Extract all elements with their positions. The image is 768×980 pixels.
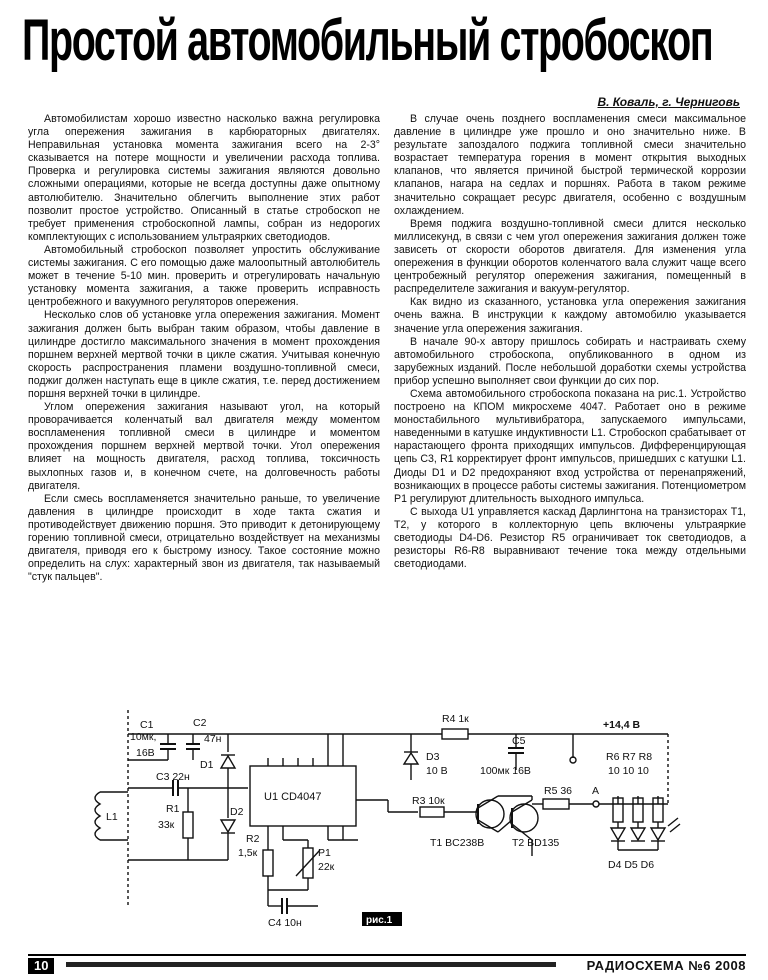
c2-value: 47н <box>204 733 222 745</box>
p1-name: P1 <box>318 847 331 859</box>
paragraph: Как видно из сказанного, установка угла опережения зажигания очень важна. В инструкции к каждому автомобилю указывается значение угла опережения зажигания. <box>394 296 746 335</box>
u1-label: U1 CD4047 <box>264 791 322 803</box>
d3-label: D3 <box>426 751 440 763</box>
fig-label: рис.1 <box>366 915 393 926</box>
page-footer <box>28 954 746 974</box>
t2-transistor <box>510 804 538 832</box>
r6-r8-names: R6 R7 R8 <box>606 751 653 763</box>
c5-name: C5 <box>512 735 526 747</box>
p1-value: 22к <box>318 861 335 873</box>
c4-label: C4 10н <box>268 917 302 929</box>
right-column <box>394 113 746 571</box>
node-a-label: A <box>592 785 600 797</box>
paragraph: Несколько слов об установке угла опережения зажигания. Момент зажигания должен быть выбран таким образом, чтобы давление в цилиндре достигло максимального значения в момент прохождения поршнем верхней мертвой точки в цикле сжатия. Учитывая конечную скорость распространения пламени воздушно-топливной смеси, поджиг должен наступать еще в цикле сжатия, т.е. перед достижением поршня верхней точки в цилиндре. <box>28 309 380 400</box>
d6-led <box>651 828 665 840</box>
c3-label: C3 22н <box>156 771 190 783</box>
c5-value: 100мк 16В <box>480 765 531 777</box>
r2-name: R2 <box>246 833 260 845</box>
supply-label: +14,4 В <box>603 719 641 731</box>
r6-r8-values: 10 10 10 <box>608 765 649 777</box>
l1-label: L1 <box>106 811 118 823</box>
paragraph: Автомобилистам хорошо известно насколько важна регулировка угла опережения зажигания в карбюраторных двигателях. Неправильная установка момента зажигания всего на 2-3° сказывается на потере мощности и увеличении расхода топлива. Проверка и регулировка системы зажигания являются довольно сложными операциями, которые не всегда доступны даже опытному автолюбителю. Значительно облегчить выполнение этих работ позволит простое устройство. Описанный в статье стробоскоп не требует применения стробоскопной лампы, собран из недорогих комплектующих с использованием ультраярких светодиодов. <box>28 113 380 243</box>
c2-name: C2 <box>193 717 207 729</box>
d2-label: D2 <box>230 806 244 818</box>
t1-transistor <box>476 800 504 828</box>
r3-resistor <box>420 807 444 817</box>
footer-divider <box>66 962 556 967</box>
article-title: Простой автомобильный стробоскоп <box>22 8 713 73</box>
d4-led <box>611 828 625 840</box>
r2-value: 1,5к <box>238 847 258 859</box>
c1-value: 10мк, <box>130 731 157 743</box>
l1-coil <box>95 792 100 840</box>
paragraph: В случае очень позднего воспламенения смеси максимальное давление в цилиндре уже прошло и оно значительно ниже. В результате запоздалого поджига топливной смеси значительно возрастает температура горения в момент открытия выходных клапанов, что является причиной быстрой термической коррозии клапанов, нагара на седлах и поршнях. Работа в таком режиме значительно сокращает ресурс двигателя, особенно с воздушным охлаждением. <box>394 113 746 217</box>
article-authors: В. Коваль, г. Черниговь <box>597 95 740 109</box>
paragraph: Автомобильный стробоскоп позволяет упростить обслуживание системы зажигания. С его помощью даже малоопытный автолюбитель может в течение 5-10 мин. проверить и отрегулировать начальную установку момента зажигания, а также проверить исправность центробежного и вакуумного регуляторов опережения. <box>28 243 380 309</box>
paragraph: С выхода U1 управляется каскад Дарлингтона на транзисторах T1, T2, у которого в коллекторную цепь включены ультраяркие светодиоды D4-D6. Резистор R5 ограничивает ток светодиодов, а резисторы R6-R8 выравнивают течение тока между отдельными светодиодами. <box>394 505 746 571</box>
c1-voltage: 16В <box>136 747 155 759</box>
title-area <box>0 0 768 80</box>
paragraph: Углом опережения зажигания называют угол, на который проворачивается коленчатый вал двигателя между моментом воспламенения топливной смеси в цилиндре и моментом прохождения поршнем верхней мертвой точки. Угол опережения влияет на мощность двигателя, расход топлива, токсичность выхлопных газов и, в конечном счете, на долговечность работы двигателя. <box>28 401 380 492</box>
d2-diode <box>221 820 235 832</box>
r5-resistor <box>543 799 569 809</box>
circuit-schematic <box>28 700 746 932</box>
page-number: 10 <box>28 958 54 974</box>
r1-value: 33к <box>158 819 175 831</box>
r5-label: R5 36 <box>544 785 573 797</box>
r3-label: R3 10к <box>412 795 445 807</box>
t1-label: T1 BC238B <box>430 837 485 849</box>
magazine-name: РАДИОСХЕМА №6 2008 <box>586 958 746 973</box>
paragraph: Время поджига воздушно-топливной смеси длится несколько миллисекунд, в связи с чем угол опережения зажигания должен тоже зависеть от скорости оборотов двигателя. Для изменения угла опережения в функции оборотов коленчатого вала служит чаще всего центробежный регулятор опережения зажигания, помещенный в распределителе зажигания и вакуум-регулятор. <box>394 217 746 296</box>
t2-label: T2 BD135 <box>512 837 560 849</box>
d3-value: 10 В <box>426 765 448 777</box>
c1-name: C1 <box>140 719 154 731</box>
r1-resistor <box>183 812 193 838</box>
r2-resistor <box>263 850 273 876</box>
r1-name: R1 <box>166 803 180 815</box>
d5-led <box>631 828 645 840</box>
paragraph: Если смесь воспламеняется значительно раньше, то увеличение давления в цилиндре происходит в ходе такта сжатия и противодействует движению поршня. Это приводит к детонирующему горению топливной смеси, отрицательно воздействует на механизмы двигателя, приводя его к быстрому износу. Такое состояние можно определить на слух: характерный звон из двигателя, так называемый "стук пальцев". <box>28 492 380 584</box>
led-labels: D4 D5 D6 <box>608 859 655 871</box>
left-column <box>28 113 380 584</box>
d1-diode <box>221 756 235 768</box>
paragraph: В начале 90-х автору пришлось собирать и настраивать схему автомобильного стробоскопа, опубликованного в одном из зарубежных изданий. После небольшой доработки схемы устройства прибор успешно выполняет свои функции до сих пор. <box>394 335 746 387</box>
r4-label: R4 1к <box>442 713 469 725</box>
node-a <box>593 801 599 807</box>
d1-label: D1 <box>200 759 214 771</box>
paragraph: Схема автомобильного стробоскопа показана на рис.1. Устройство построено на КПОМ микросхеме 4047. Работает оно в режиме моностабильного мультивибратора, запускаемого импульсами, наведенными в катушке индуктивности L1. Стробоскоп срабатывает от нарастающего фронта приходящих импульсов. Дифференцирующая цепь C3, R1 корректирует фронт импульсов, пришедших с катушки L1. Диоды D1 и D2 предохраняют вход устройства от перенапряжений, возникающих в процессе работы системы зажигания. Потенциометром P1 регулируют длительность выходного импульса. <box>394 387 746 505</box>
r4-resistor <box>442 729 468 739</box>
d3-zener <box>404 753 418 764</box>
